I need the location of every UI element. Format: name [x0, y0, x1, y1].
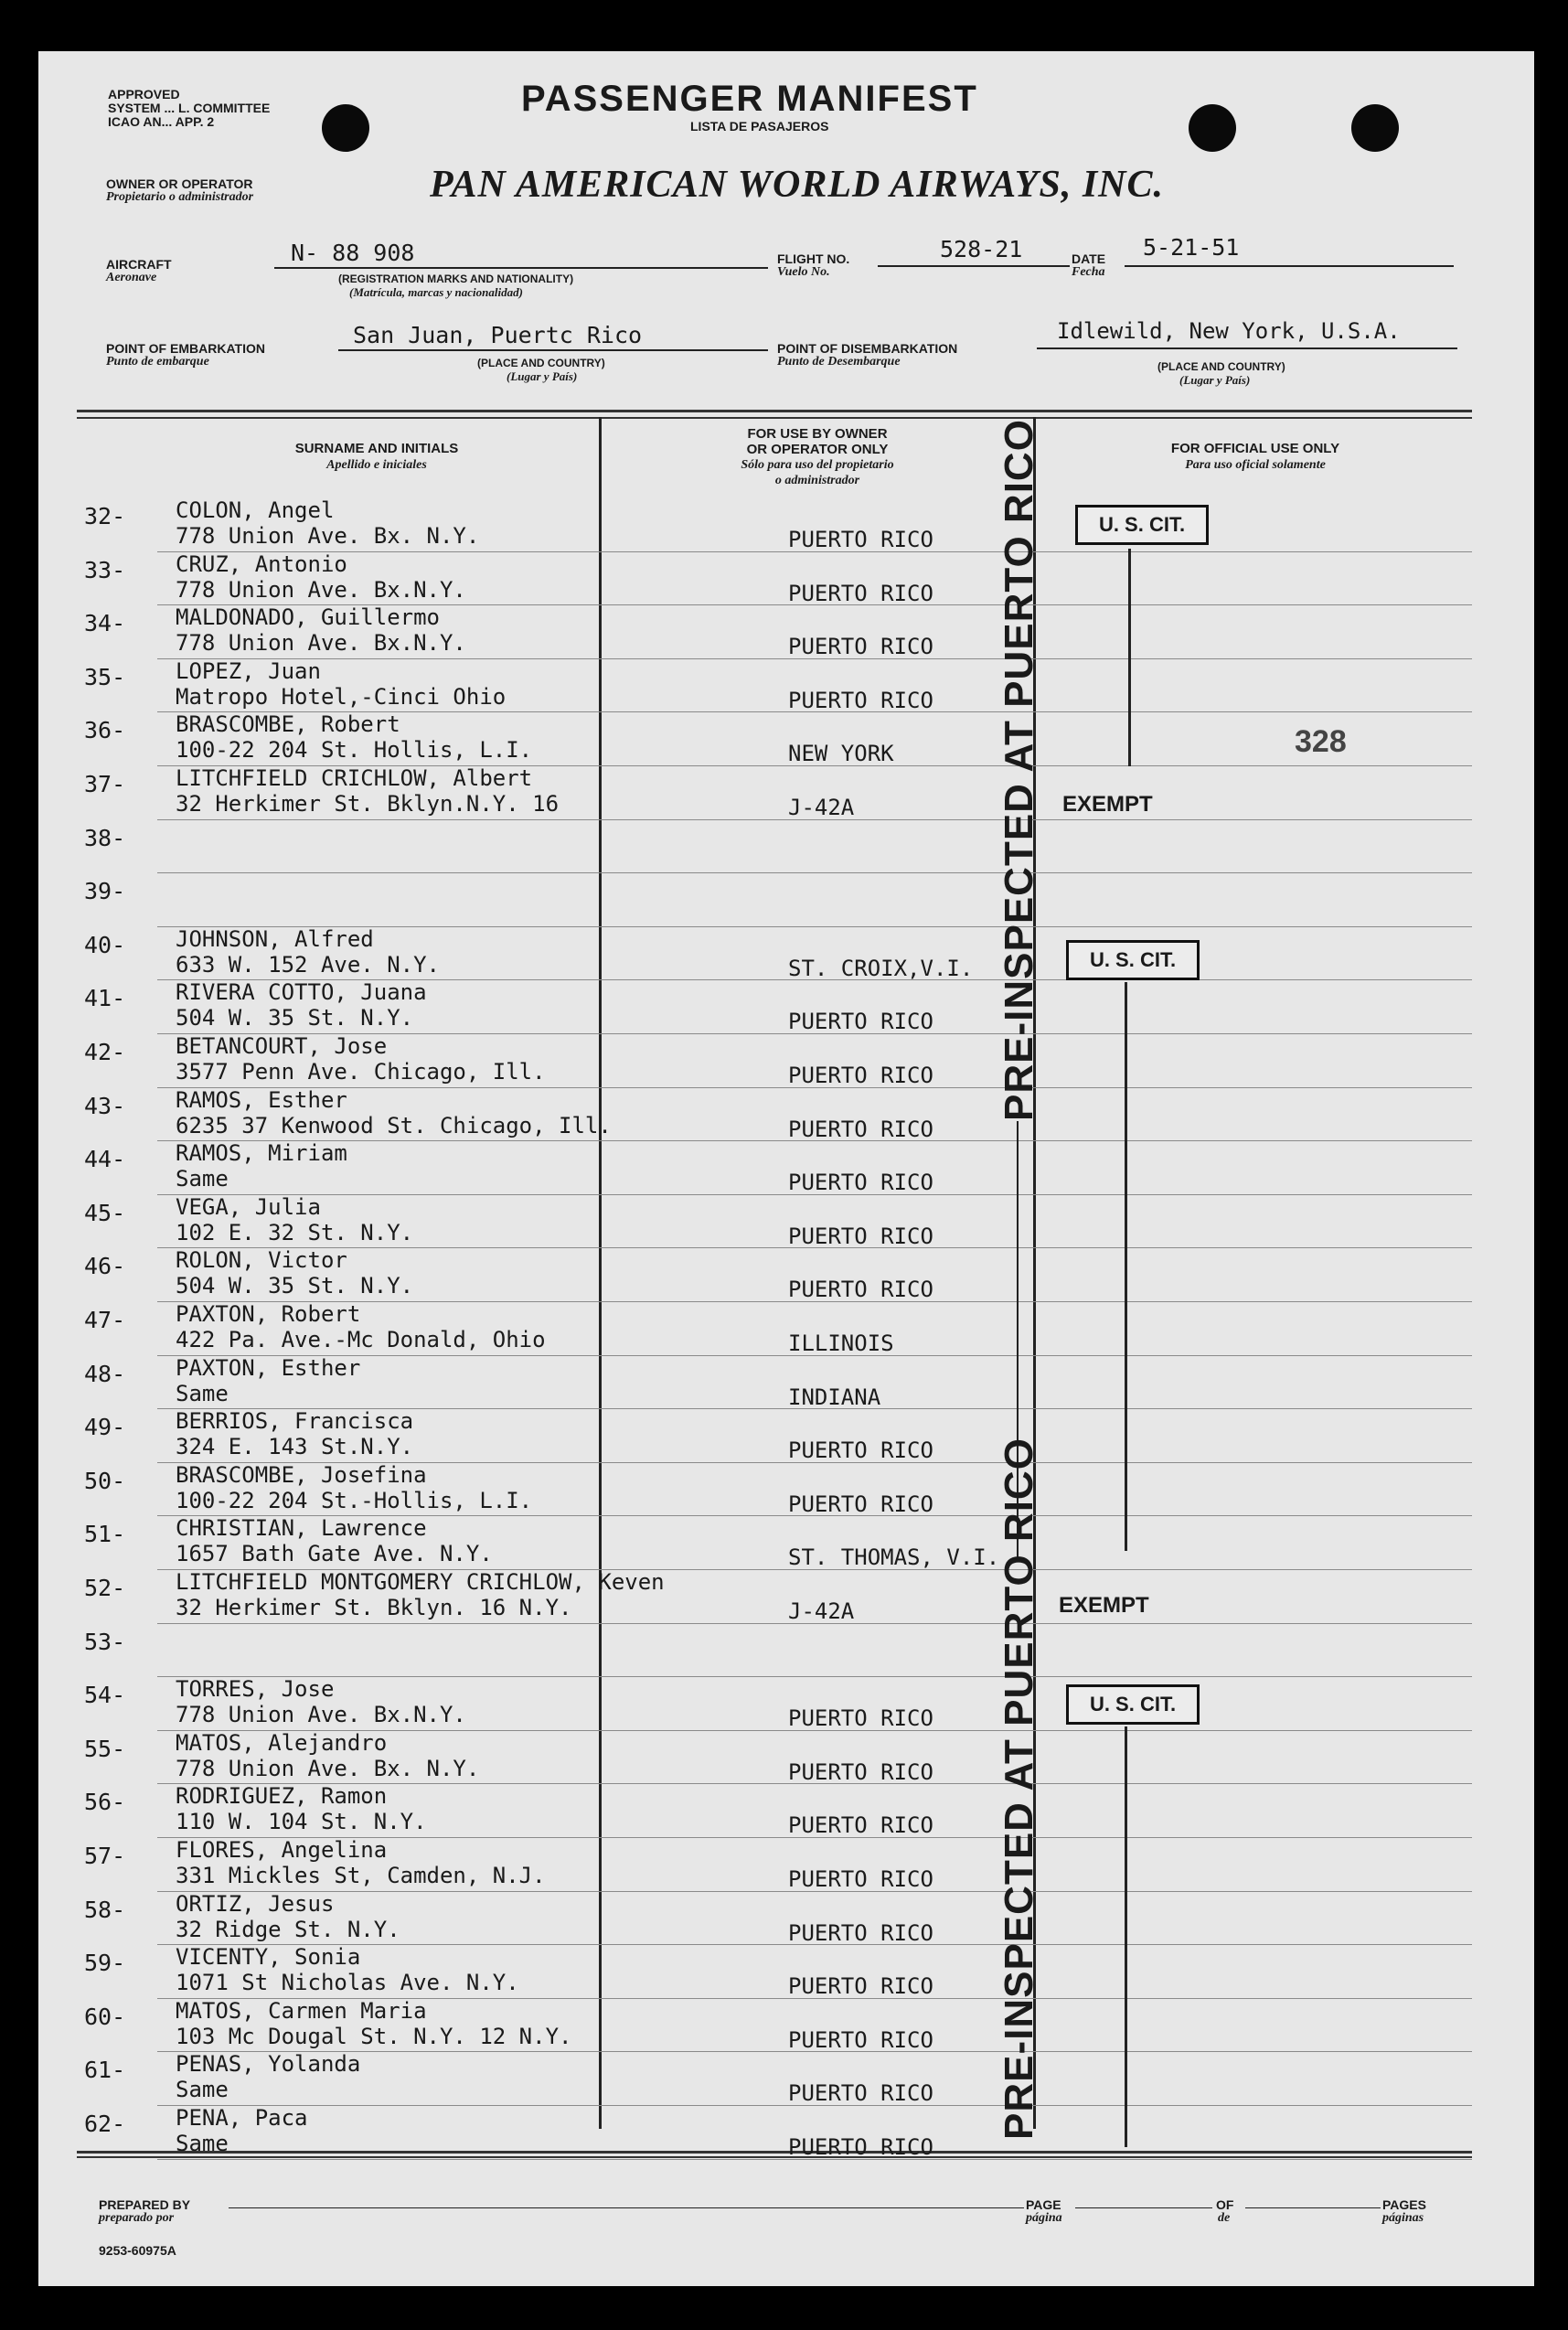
place-label-es: (Lugar y País) [507, 369, 578, 383]
punch-hole [322, 104, 369, 152]
passenger-destination: PUERTO RICO [788, 1277, 933, 1303]
table-top-rule [77, 410, 1472, 412]
row-number: 40- [84, 931, 126, 958]
us-cit-stamp: U. S. CIT. [1066, 1684, 1200, 1725]
passenger-name: RAMOS, Miriam [176, 1140, 347, 1167]
passenger-destination: PUERTO RICO [788, 2026, 933, 2053]
place-label: (PLACE AND COUNTRY) [477, 357, 605, 369]
page-title: PASSENGER MANIFEST [521, 79, 978, 119]
passenger-name: PAXTON, Robert [176, 1301, 361, 1327]
passenger-name: BERRIOS, Francisca [176, 1408, 414, 1435]
column-header-text: FOR OFFICIAL USE ONLY [1170, 441, 1340, 456]
embark-label-es: Punto de embarque [106, 355, 209, 369]
passenger-name: TORRES, Jose [176, 1676, 335, 1703]
pages-label: PAGES [1382, 2197, 1426, 2212]
column-header-text-es: Sólo para uso del propietario [741, 458, 894, 472]
row-number: 48- [84, 1360, 126, 1387]
passenger-address: Matropo Hotel,-Cinci Ohio [176, 683, 507, 710]
column-header-official-use [1039, 441, 1472, 473]
passenger-name: CHRISTIAN, Lawrence [176, 1515, 427, 1542]
passenger-address: 778 Union Ave. Bx.N.Y. [176, 630, 466, 657]
passenger-address: 1071 St Nicholas Ave. N.Y. [176, 1970, 519, 1996]
bracket-line [1125, 982, 1127, 1551]
passenger-destination: J-42A [788, 795, 855, 820]
page-label: PAGE [1026, 2197, 1061, 2212]
us-cit-stamp: U. S. CIT. [1075, 505, 1209, 545]
row-number: 32- [84, 503, 126, 529]
passenger-name: VEGA, Julia [176, 1193, 321, 1220]
underline [274, 267, 768, 269]
row-number: 42- [84, 1039, 126, 1065]
row-number: 62- [84, 2111, 126, 2137]
preinspected-stamp: PRE-INSPECTED AT PUERTO RICO [997, 419, 1041, 1121]
of-label: OF [1216, 2197, 1234, 2212]
aircraft-label-es: Aeronave [106, 271, 157, 284]
row-number: 37- [84, 771, 126, 797]
passenger-destination: PUERTO RICO [788, 687, 933, 713]
column-divider [599, 417, 602, 2129]
row-number: 38- [84, 824, 126, 851]
passenger-address: 102 E. 32 St. N.Y. [176, 1219, 414, 1245]
passenger-name: PAXTON, Esther [176, 1354, 361, 1381]
owner-label-es: Propietario o administrador [106, 190, 254, 204]
table-top-rule [77, 417, 1472, 419]
passenger-destination: PUERTO RICO [788, 1063, 933, 1088]
passenger-address: 778 Union Ave. Bx.N.Y. [176, 576, 466, 603]
row-number: 60- [84, 2003, 126, 2030]
row-number: 50- [84, 1467, 126, 1494]
column-header-text-es: o administrador [774, 474, 860, 487]
approval-block [108, 88, 270, 129]
row-number: 44- [84, 1146, 126, 1173]
passenger-address: Same [176, 1380, 229, 1406]
page-subtitle: LISTA DE PASAJEROS [690, 119, 829, 134]
passenger-name: COLON, Angel [176, 497, 335, 523]
row-number: 36- [84, 717, 126, 744]
passenger-address: 1657 Bath Gate Ave. N.Y. [176, 1541, 493, 1567]
passenger-name: LOPEZ, Juan [176, 657, 321, 684]
passenger-name: CRUZ, Antonio [176, 550, 347, 577]
row-number: 51- [84, 1521, 126, 1548]
page-label-es: página [1026, 2211, 1062, 2225]
column-header-text: FOR USE BY OWNER [747, 426, 888, 442]
aircraft-label: AIRCRAFT [106, 257, 172, 272]
row-number: 49- [84, 1414, 126, 1441]
passenger-destination: PUERTO RICO [788, 1705, 933, 1732]
flight-label: FLIGHT NO. [777, 251, 850, 266]
column-header-text-es: Apellido e iniciales [326, 458, 427, 472]
passenger-name: PENA, Paca [176, 2105, 308, 2131]
passenger-name: BRASCOMBE, Robert [176, 711, 400, 738]
passenger-name: PENAS, Yolanda [176, 2051, 361, 2078]
passenger-address: 778 Union Ave. Bx. N.Y. [176, 523, 480, 549]
passenger-destination: PUERTO RICO [788, 1438, 933, 1464]
aircraft-value: N- 88 908 [291, 240, 415, 266]
passenger-name: BETANCOURT, Jose [176, 1033, 388, 1059]
underline [1075, 2207, 1212, 2208]
passenger-address: 32 Herkimer St. Bklyn.N.Y. 16 [176, 791, 560, 817]
punch-hole [1351, 104, 1399, 152]
row-divider [157, 872, 1472, 873]
passenger-name: VICENTY, Sonia [176, 1944, 361, 1971]
flight-value: 528-21 [940, 236, 1023, 262]
stamp-count: 328 [1295, 724, 1347, 759]
underline [878, 265, 1070, 267]
passenger-destination: J-42A [788, 1598, 855, 1624]
disembark-value: Idlewild, New York, U.S.A. [1057, 318, 1401, 344]
passenger-name: RODRIGUEZ, Ramon [176, 1783, 388, 1810]
row-number: 61- [84, 2057, 126, 2084]
passenger-destination: PUERTO RICO [788, 1223, 933, 1249]
passenger-destination: PUERTO RICO [788, 1491, 933, 1517]
row-number: 55- [84, 1735, 126, 1762]
passenger-destination: PUERTO RICO [788, 1758, 933, 1785]
passenger-address: 633 W. 152 Ave. N.Y. [176, 951, 440, 978]
underline [1037, 347, 1457, 349]
passenger-destination: PUERTO RICO [788, 580, 933, 606]
row-number: 39- [84, 878, 126, 905]
passenger-destination: ST. THOMAS, V.I. [788, 1544, 1000, 1571]
passenger-destination: PUERTO RICO [788, 1170, 933, 1196]
punch-hole [1189, 104, 1236, 152]
row-number: 35- [84, 663, 126, 690]
place-label: (PLACE AND COUNTRY) [1157, 360, 1285, 373]
passenger-address: 32 Herkimer St. Bklyn. 16 N.Y. [176, 1595, 572, 1620]
us-cit-stamp: U. S. CIT. [1066, 940, 1200, 980]
approval-line: ICAO AN... APP. 2 [108, 114, 215, 129]
passenger-address: 778 Union Ave. Bx. N.Y. [176, 1755, 480, 1781]
passenger-address: 110 W. 104 St. N.Y. [176, 1809, 427, 1835]
passenger-address: 32 Ridge St. N.Y. [176, 1916, 400, 1942]
row-number: 45- [84, 1199, 126, 1226]
owner-label: OWNER OR OPERATOR [106, 176, 253, 191]
passenger-address: 100-22 204 St.-Hollis, L.I. [176, 1487, 533, 1513]
passenger-address: 504 W. 35 St. N.Y. [176, 1005, 414, 1031]
passenger-destination: PUERTO RICO [788, 1866, 933, 1892]
passenger-destination: ILLINOIS [788, 1331, 894, 1356]
passenger-destination: PUERTO RICO [788, 1919, 933, 1946]
passenger-address: 103 Mc Dougal St. N.Y. 12 N.Y. [176, 2023, 572, 2049]
passenger-name: MATOS, Carmen Maria [176, 1997, 427, 2024]
passenger-name: BRASCOMBE, Josefina [176, 1461, 427, 1488]
passenger-address: 3577 Penn Ave. Chicago, Ill. [176, 1059, 546, 1085]
column-header-text: SURNAME AND INITIALS [294, 441, 459, 456]
registration-label: (REGISTRATION MARKS AND NATIONALITY) [338, 273, 574, 285]
passenger-name: RIVERA COTTO, Juana [176, 979, 427, 1006]
row-number: 53- [84, 1628, 126, 1655]
passenger-address: 778 Union Ave. Bx.N.Y. [176, 1702, 466, 1728]
column-header-text: OR OPERATOR ONLY [746, 442, 889, 457]
passenger-name: ROLON, Victor [176, 1247, 347, 1274]
bracket-line [1128, 549, 1131, 766]
column-header-owner-use [603, 426, 1031, 488]
passenger-destination: ST. CROIX,V.I. [788, 955, 974, 981]
passenger-address: 100-22 204 St. Hollis, L.I. [176, 737, 533, 764]
company-name: PAN AMERICAN WORLD AIRWAYS, INC. [430, 164, 1165, 206]
embark-value: San Juan, Puertc Rico [353, 322, 643, 348]
row-number: 43- [84, 1092, 126, 1119]
table-bottom-rule [77, 2151, 1472, 2154]
passenger-name: ORTIZ, Jesus [176, 1890, 335, 1917]
exempt-stamp: EXEMPT [1062, 792, 1153, 817]
passenger-destination: PUERTO RICO [788, 1009, 933, 1035]
passenger-destination: PUERTO RICO [788, 634, 933, 660]
approval-line: APPROVED [108, 87, 180, 102]
passenger-name: LITCHFIELD MONTGOMERY CRICHLOW, Keven [176, 1569, 665, 1595]
passenger-address: Same [176, 2077, 229, 2103]
passenger-address: 6235 37 Kenwood St. Chicago, Ill. [176, 1112, 612, 1138]
passenger-name: MATOS, Alejandro [176, 1729, 388, 1756]
column-header-text-es: Para uso oficial solamente [1185, 458, 1326, 472]
passenger-address: Same [176, 2131, 229, 2156]
date-label-es: Fecha [1072, 265, 1105, 279]
bracket-line [1125, 1726, 1127, 2147]
passenger-destination: PUERTO RICO [788, 1116, 933, 1142]
passenger-destination: INDIANA [788, 1384, 881, 1410]
row-number: 54- [84, 1682, 126, 1709]
underline [338, 349, 768, 351]
passenger-destination: PUERTO RICO [788, 2134, 933, 2160]
date-label: DATE [1072, 251, 1106, 266]
prepared-by-label-es: preparado por [99, 2211, 175, 2225]
passenger-address: 422 Pa. Ave.-Mc Donald, Ohio [176, 1327, 546, 1352]
passenger-address: 331 Mickles St, Camden, N.J. [176, 1863, 546, 1888]
passenger-address: Same [176, 1166, 229, 1192]
date-value: 5-21-51 [1143, 234, 1240, 261]
row-number: 34- [84, 610, 126, 637]
passenger-destination: PUERTO RICO [788, 1973, 933, 2000]
approval-line: SYSTEM ... L. COMMITTEE [108, 101, 271, 115]
passenger-address: 504 W. 35 St. N.Y. [176, 1273, 414, 1299]
pages-label-es: páginas [1382, 2211, 1424, 2225]
place-label-es: (Lugar y País) [1179, 373, 1251, 387]
of-label-es: de [1218, 2211, 1231, 2225]
disembark-label-es: Punto de Desembarque [777, 355, 901, 369]
passenger-destination: PUERTO RICO [788, 2080, 933, 2107]
row-number: 56- [84, 1789, 126, 1816]
row-number: 47- [84, 1307, 126, 1333]
passenger-name: FLORES, Angelina [176, 1837, 388, 1863]
underline [1245, 2207, 1381, 2208]
passenger-name: JOHNSON, Alfred [176, 925, 374, 952]
registration-label-es: (Matrícula, marcas y nacionalidad) [349, 285, 523, 299]
preinspected-stamp: PRE-INSPECTED AT PUERTO RICO [997, 1438, 1041, 2140]
row-number: 41- [84, 985, 126, 1012]
underline [1125, 265, 1454, 267]
row-number: 59- [84, 1950, 126, 1977]
row-number: 33- [84, 556, 126, 583]
form-number: 9253-60975A [99, 2243, 176, 2258]
passenger-destination: PUERTO RICO [788, 1812, 933, 1839]
passenger-destination: PUERTO RICO [788, 527, 933, 552]
exempt-stamp: EXEMPT [1059, 1593, 1149, 1618]
row-number: 58- [84, 1896, 126, 1923]
row-number: 46- [84, 1253, 126, 1280]
passenger-name: LITCHFIELD CRICHLOW, Albert [176, 765, 533, 791]
passenger-destination: NEW YORK [788, 741, 894, 767]
row-divider [157, 1676, 1472, 1677]
prepared-by-label: PREPARED BY [99, 2197, 191, 2212]
column-header-surname [157, 441, 596, 473]
passenger-address: 324 E. 143 St.N.Y. [176, 1434, 414, 1460]
disembark-label: POINT OF DISEMBARKATION [777, 341, 958, 356]
passenger-name: RAMOS, Esther [176, 1086, 347, 1113]
embark-label: POINT OF EMBARKATION [106, 341, 265, 356]
flight-label-es: Vuelo No. [777, 265, 830, 279]
passenger-name: MALDONADO, Guillermo [176, 604, 440, 631]
row-number: 57- [84, 1843, 126, 1869]
underline [229, 2207, 1024, 2208]
row-number: 52- [84, 1575, 126, 1601]
